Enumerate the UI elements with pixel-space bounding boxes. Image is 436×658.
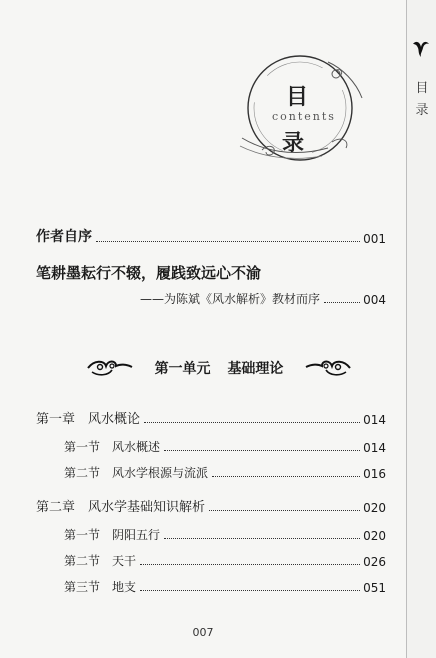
section-number: 第二节 (64, 554, 101, 568)
side-label-char-2: 录 (415, 103, 429, 118)
leader-dots (140, 563, 360, 565)
chapter-label: 第一章 风水概论 (36, 412, 141, 427)
toc-entry-section[interactable] (64, 438, 386, 455)
leader-dots (209, 509, 360, 511)
side-label (414, 78, 430, 122)
page-number: 007 (192, 626, 214, 639)
toc-entry-essay-sub[interactable] (140, 290, 386, 307)
leader-dots (140, 589, 360, 591)
swirl-logo-icon (410, 38, 432, 60)
leader-dots (164, 537, 360, 539)
toc-entry-section[interactable] (64, 552, 386, 569)
chapter-page: 020 (363, 501, 386, 515)
section-number: 第一节 (64, 528, 101, 542)
side-label-char-1: 目 (415, 81, 429, 96)
section-page: 026 (363, 555, 386, 569)
toc-entry-chapter-1[interactable] (36, 408, 386, 427)
chapter-label: 第二章 风水学基础知识解析 (36, 500, 206, 515)
entry-label: 笔耕墨耘行不辍，履践致远心不渝 (36, 264, 262, 282)
unit-banner (86, 352, 352, 382)
entry-label: 作者自序 (36, 229, 92, 245)
toc-entry-section[interactable] (64, 526, 386, 543)
section-page: 051 (363, 581, 386, 595)
section-page: 014 (363, 441, 386, 455)
chapter-page: 014 (363, 413, 386, 427)
entry-subtitle: ——为陈斌《风水解析》教材而序 (140, 292, 321, 306)
section-number: 第二节 (64, 466, 101, 480)
leader-dots (144, 421, 360, 423)
leader-dots (212, 475, 360, 477)
heading-char-lu: 录 (282, 131, 305, 156)
unit-number: 第一单元 (154, 361, 211, 377)
section-title: 风水概述 (112, 440, 161, 454)
cloud-ornament-right-icon (304, 356, 352, 378)
section-number: 第三节 (64, 580, 101, 594)
section-number: 第一节 (64, 440, 101, 454)
entry-page: 004 (363, 293, 386, 307)
section-title: 阴阳五行 (112, 528, 161, 542)
unit-title: 基础理论 (227, 361, 284, 377)
section-page: 016 (363, 467, 386, 481)
heading-char-mu: 目 (286, 85, 309, 110)
section-title: 风水学根源与流派 (112, 466, 209, 480)
leader-dots (164, 449, 360, 451)
leader-dots (324, 301, 360, 303)
heading-subtitle: contents (272, 110, 336, 123)
leader-dots (96, 240, 360, 242)
entry-page: 001 (363, 232, 386, 246)
section-title: 天干 (112, 554, 137, 568)
toc-entry-section[interactable] (64, 578, 386, 595)
toc-entry-essay-title[interactable] (36, 262, 386, 283)
section-title: 地支 (112, 580, 137, 594)
toc-entry-section[interactable] (64, 464, 386, 481)
section-page: 020 (363, 529, 386, 543)
toc-entry-chapter-2[interactable] (36, 496, 386, 515)
toc-entry-preface[interactable] (36, 226, 386, 246)
